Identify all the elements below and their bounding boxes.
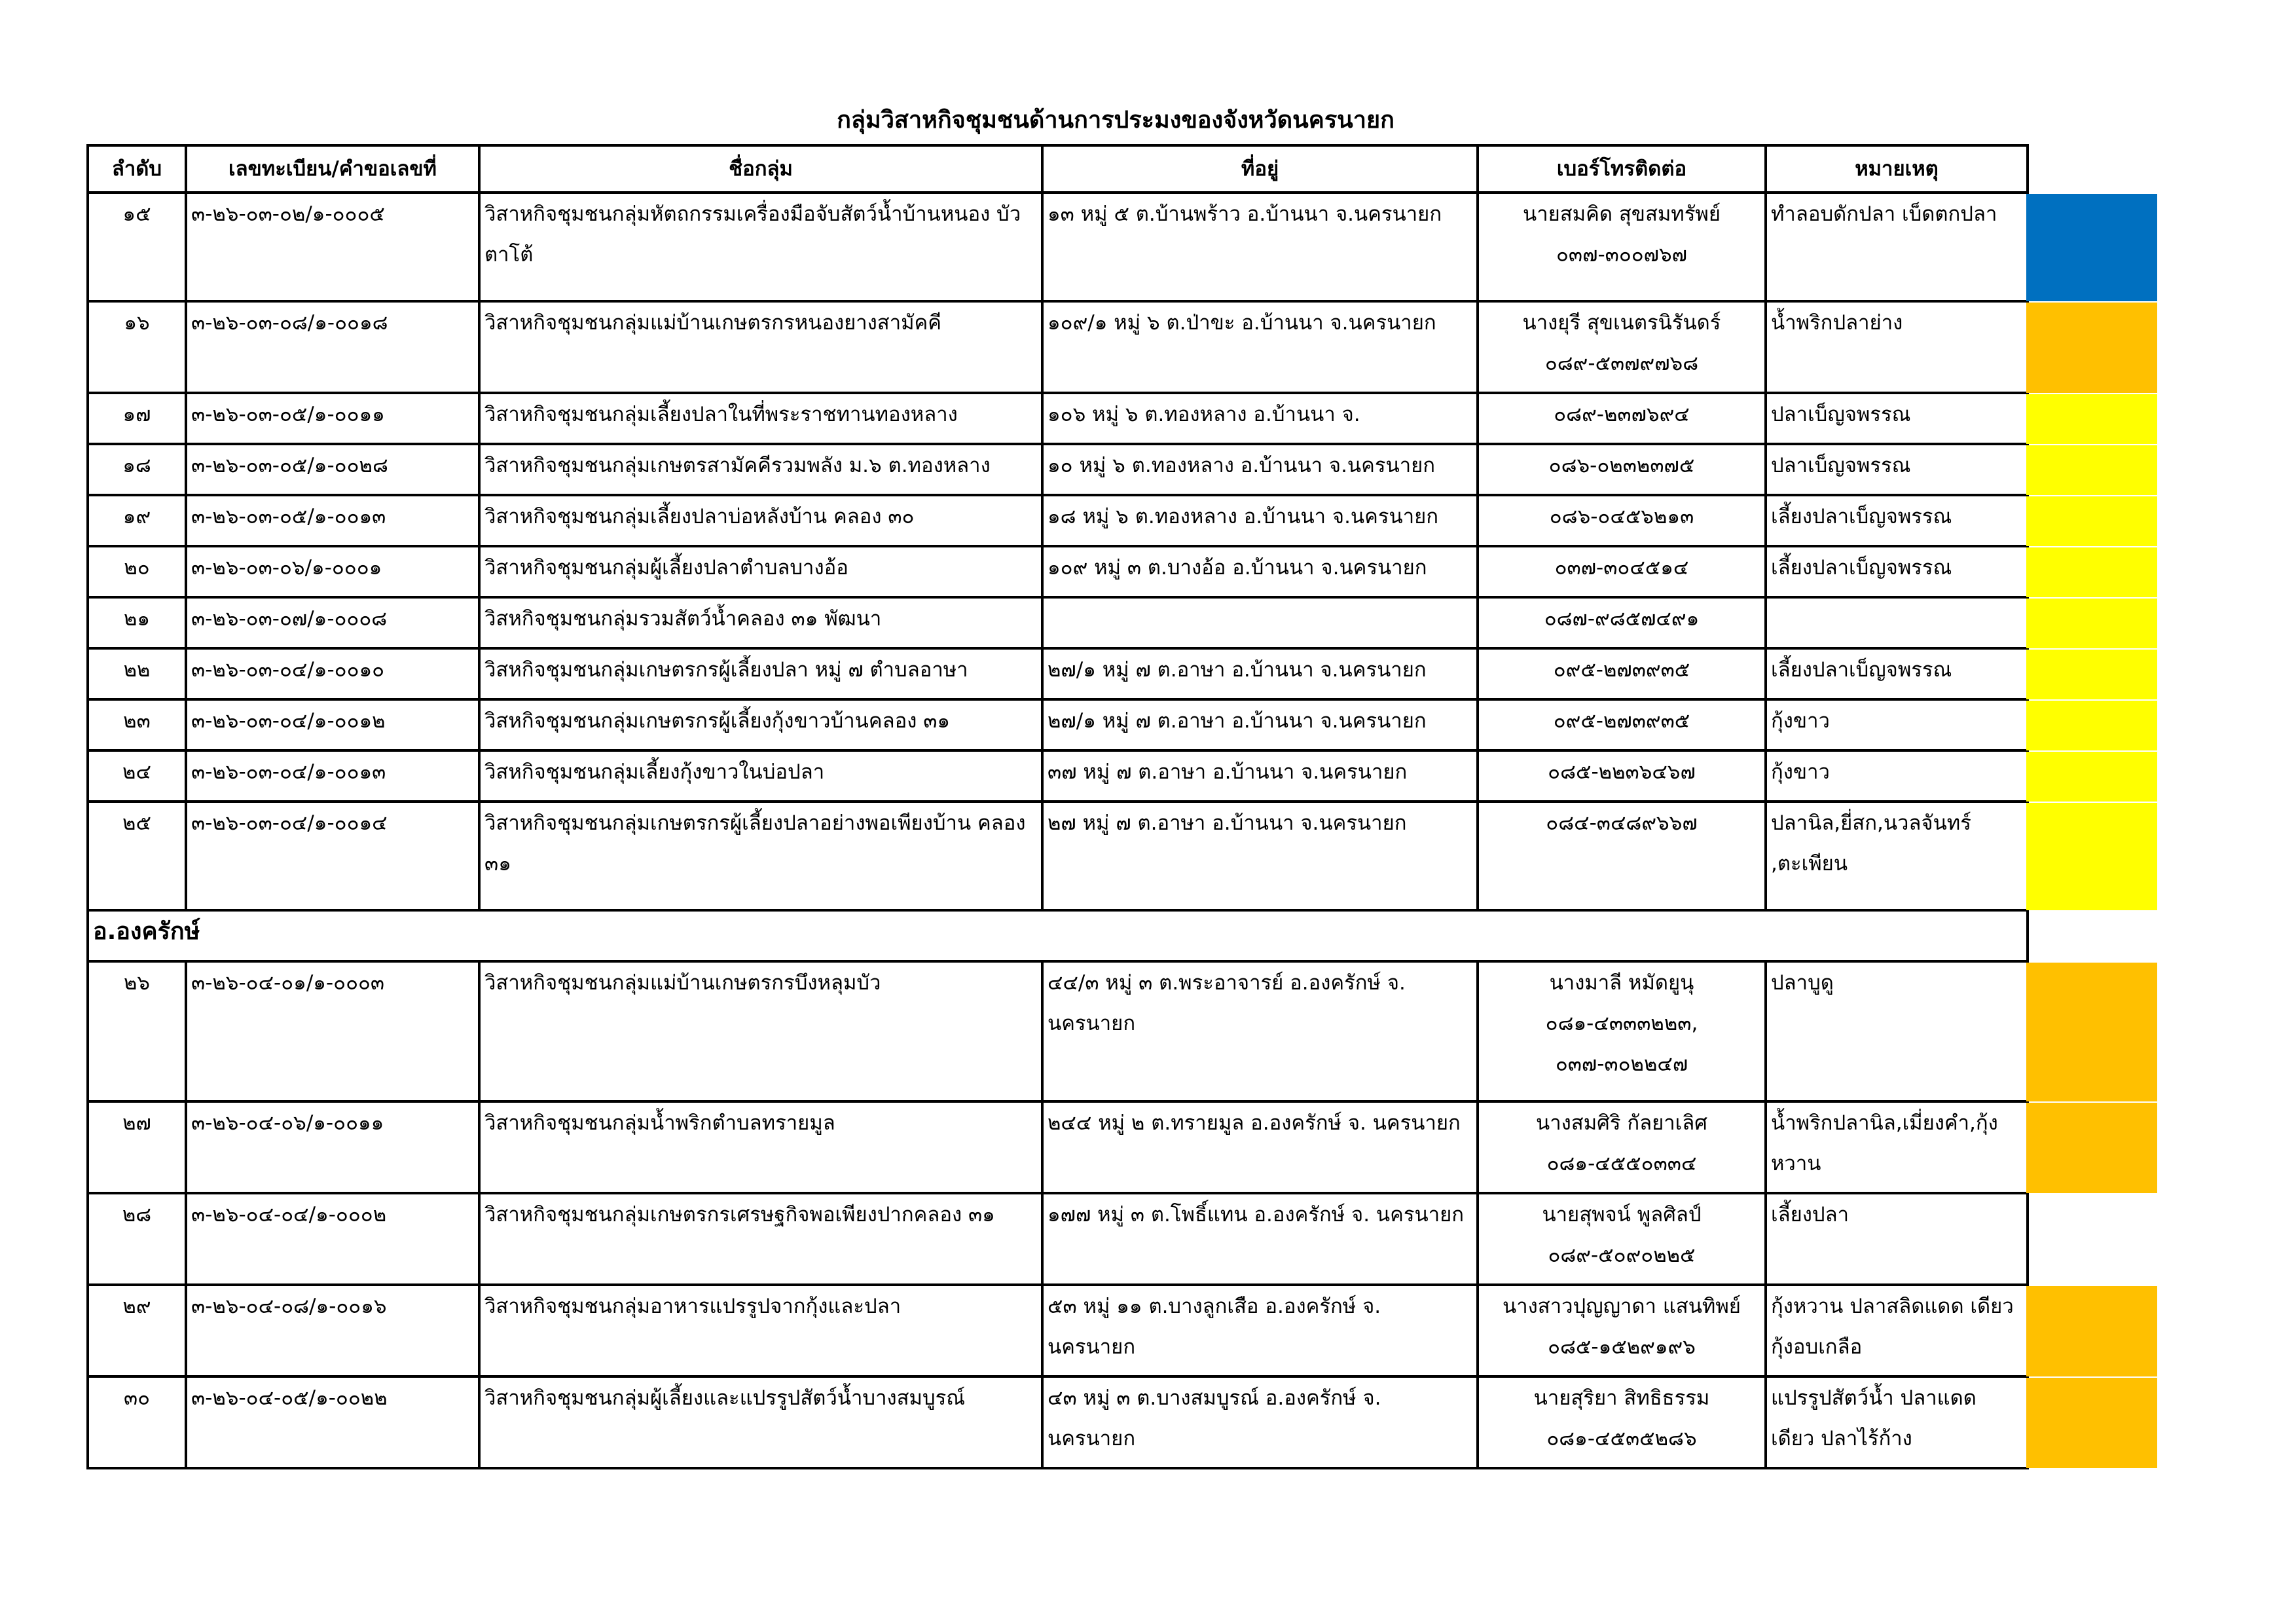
cell-no: ๑๙ bbox=[88, 495, 186, 546]
cell-note: ปลานิล,ยี่สก,นวลจันทร์ ,ตะเพียน bbox=[1766, 802, 2028, 910]
cell-note: เลี้ยงปลาเบ็ญจพรรณ bbox=[1766, 648, 2028, 699]
cell-address: ๑๓ หมู่ ๕ ต.บ้านพร้าว อ.บ้านนา จ.นครนายก bbox=[1042, 193, 1478, 301]
table-row bbox=[88, 597, 2028, 648]
cell-no: ๒๒ bbox=[88, 648, 186, 699]
cell-address bbox=[1042, 597, 1478, 648]
cell-address: ๒๗/๑ หมู่ ๗ ต.อาษา อ.บ้านนา จ.นครนายก bbox=[1042, 699, 1478, 750]
cell-no: ๒๙ bbox=[88, 1285, 186, 1376]
cell-group-name: วิสาหกิจชุมชนกลุ่มแม่บ้านเกษตรกรหนองยางสามัคคี bbox=[479, 301, 1042, 393]
cell-note: ปลาเบ็ญจพรรณ bbox=[1766, 444, 2028, 495]
cell-address: ๒๔๔ หมู่ ๒ ต.ทรายมูล อ.องครักษ์ จ. นครนายก bbox=[1042, 1101, 1478, 1193]
cell-no: ๒๖ bbox=[88, 961, 186, 1101]
row-color-strip bbox=[2026, 496, 2157, 546]
cell-registration: ๓-๒๖-๐๓-๐๔/๑-๐๐๑๒ bbox=[186, 699, 479, 750]
table-row bbox=[88, 444, 2028, 495]
header-registration: เลขทะเบียน/คำขอเลขที่ bbox=[186, 145, 479, 193]
cell-contact: นางสาวปุญญาดา แสนทิพย์ ๐๘๕-๑๕๒๙๑๙๖ bbox=[1478, 1285, 1766, 1376]
cell-note: เลี้ยงปลา bbox=[1766, 1193, 2028, 1285]
cell-registration: ๓-๒๖-๐๓-๐๘/๑-๐๐๑๘ bbox=[186, 301, 479, 393]
cell-contact: นางสมศิริ กัลยาเลิศ ๐๘๑-๔๕๕๐๓๓๔ bbox=[1478, 1101, 1766, 1193]
cell-registration: ๓-๒๖-๐๓-๐๔/๑-๐๐๑๓ bbox=[186, 750, 479, 802]
cell-registration: ๓-๒๖-๐๓-๐๕/๑-๐๐๑๑ bbox=[186, 393, 479, 444]
cell-registration: ๓-๒๖-๐๓-๐๖/๑-๐๐๐๑ bbox=[186, 546, 479, 597]
cell-no: ๒๐ bbox=[88, 546, 186, 597]
table-row bbox=[88, 193, 2028, 301]
row-color-strip bbox=[2026, 803, 2157, 910]
row-color-strip bbox=[2026, 963, 2157, 1101]
table-row bbox=[88, 648, 2028, 699]
table-row bbox=[88, 1285, 2028, 1376]
section-row bbox=[88, 910, 2028, 961]
cell-address: ๔๓ หมู่ ๓ ต.บางสมบูรณ์ อ.องครักษ์ จ. นครนายก bbox=[1042, 1376, 1478, 1468]
cell-no: ๒๔ bbox=[88, 750, 186, 802]
cell-contact: นางยุรี สุขเนตรนิรันดร์ ๐๘๙-๕๓๗๙๗๖๘ bbox=[1478, 301, 1766, 393]
cell-address: ๔๔/๓ หมู่ ๓ ต.พระอาจารย์ อ.องครักษ์ จ. นครนายก bbox=[1042, 961, 1478, 1101]
cell-address: ๕๓ หมู่ ๑๑ ต.บางลูกเสือ อ.องครักษ์ จ. นครนายก bbox=[1042, 1285, 1478, 1376]
cell-address: ๑๐ หมู่ ๖ ต.ทองหลาง อ.บ้านนา จ.นครนายก bbox=[1042, 444, 1478, 495]
header-address: ที่อยู่ bbox=[1042, 145, 1478, 193]
cell-no: ๒๓ bbox=[88, 699, 186, 750]
cell-registration: ๓-๒๖-๐๓-๐๕/๑-๐๐๒๘ bbox=[186, 444, 479, 495]
cell-group-name: วิสหกิจชุมชนกลุ่มเกษตรกรผู้เลี้ยงกุ้งขาวบ้านคลอง ๓๑ bbox=[479, 699, 1042, 750]
cell-group-name: วิสาหกิจชุมชนกลุ่มผู้เลี้ยงและแปรรูปสัตว์น้ำบางสมบูรณ์ bbox=[479, 1376, 1042, 1468]
table-row bbox=[88, 546, 2028, 597]
cell-group-name: วิสาหกิจชุมชนกลุ่มเลี้ยงปลาในที่พระราชทานทองหลาง bbox=[479, 393, 1042, 444]
cell-group-name: วิสาหกิจชุมชนกลุ่มเลี้ยงปลาบ่อหลังบ้าน คลอง ๓๐ bbox=[479, 495, 1042, 546]
cell-no: ๓๐ bbox=[88, 1376, 186, 1468]
cell-address: ๑๐๖ หมู่ ๖ ต.ทองหลาง อ.บ้านนา จ. bbox=[1042, 393, 1478, 444]
cell-note: ปลาเบ็ญจพรรณ bbox=[1766, 393, 2028, 444]
header-note: หมายเหตุ bbox=[1766, 145, 2028, 193]
cell-no: ๑๕ bbox=[88, 193, 186, 301]
cell-note: ปลาบูดู bbox=[1766, 961, 2028, 1101]
groups-table bbox=[86, 144, 2029, 1469]
header-group-name: ชื่อกลุ่ม bbox=[479, 145, 1042, 193]
cell-registration: ๓-๒๖-๐๓-๐๔/๑-๐๐๑๔ bbox=[186, 802, 479, 910]
cell-registration: ๓-๒๖-๐๓-๐๗/๑-๐๐๐๘ bbox=[186, 597, 479, 648]
cell-group-name: วิสาหกิจชุมชนกลุ่มหัตถกรรมเครื่องมือจับสัตว์น้ำบ้านหนอง บัวตาโต้ bbox=[479, 193, 1042, 301]
header-contact: เบอร์โทรติดต่อ bbox=[1478, 145, 1766, 193]
row-color-strip bbox=[2026, 650, 2157, 699]
cell-note: น้ำพริกปลาย่าง bbox=[1766, 301, 2028, 393]
cell-no: ๒๑ bbox=[88, 597, 186, 648]
table-row bbox=[88, 699, 2028, 750]
cell-contact: ๐๘๙-๒๓๗๖๙๔ bbox=[1478, 393, 1766, 444]
cell-group-name: วิสาหกิจชุมชนกลุ่มแม่บ้านเกษตรกรบึงหลุมบัว bbox=[479, 961, 1042, 1101]
cell-registration: ๓-๒๖-๐๓-๐๕/๑-๐๐๑๓ bbox=[186, 495, 479, 546]
header-no: ลำดับ bbox=[88, 145, 186, 193]
cell-address: ๑๘ หมู่ ๖ ต.ทองหลาง อ.บ้านนา จ.นครนายก bbox=[1042, 495, 1478, 546]
table-row bbox=[88, 495, 2028, 546]
cell-note: แปรรูปสัตว์น้ำ ปลาแดด เดียว ปลาไร้ก้าง bbox=[1766, 1376, 2028, 1468]
cell-registration: ๓-๒๖-๐๓-๐๔/๑-๐๐๑๐ bbox=[186, 648, 479, 699]
row-color-strip bbox=[2026, 194, 2157, 301]
cell-group-name: วิสาหกิจชุมชนกลุ่มเกษตรกรเศรษฐกิจพอเพียงปากคลอง ๓๑ bbox=[479, 1193, 1042, 1285]
row-color-strip bbox=[2026, 1103, 2157, 1193]
cell-contact: ๐๙๕-๒๗๓๙๓๕ bbox=[1478, 648, 1766, 699]
cell-note: เลี้ยงปลาเบ็ญจพรรณ bbox=[1766, 495, 2028, 546]
cell-no: ๒๗ bbox=[88, 1101, 186, 1193]
cell-contact: ๐๘๖-๐๒๓๒๓๗๕ bbox=[1478, 444, 1766, 495]
cell-no: ๑๗ bbox=[88, 393, 186, 444]
row-color-strip bbox=[2026, 303, 2157, 393]
cell-address: ๑๐๙ หมู่ ๓ ต.บางอ้อ อ.บ้านนา จ.นครนายก bbox=[1042, 546, 1478, 597]
table-row bbox=[88, 961, 2028, 1101]
table-header-row bbox=[88, 145, 2028, 193]
cell-contact: นายสมคิด สุขสมทรัพย์ ๐๓๗-๓๐๐๗๖๗ bbox=[1478, 193, 1766, 301]
cell-address: ๑๗๗ หมู่ ๓ ต.โพธิ์แทน อ.องครักษ์ จ. นครนายก bbox=[1042, 1193, 1478, 1285]
cell-no: ๒๘ bbox=[88, 1193, 186, 1285]
cell-registration: ๓-๒๖-๐๔-๐๘/๑-๐๐๑๖ bbox=[186, 1285, 479, 1376]
row-color-strip bbox=[2026, 547, 2157, 597]
cell-group-name: วิสาหกิจชุมชนกลุ่มอาหารแปรรูปจากกุ้งและปลา bbox=[479, 1285, 1042, 1376]
cell-contact: ๐๘๖-๐๔๕๖๒๑๓ bbox=[1478, 495, 1766, 546]
cell-note: น้ำพริกปลานิล,เมี่ยงคำ,กุ้ง หวาน bbox=[1766, 1101, 2028, 1193]
cell-no: ๒๕ bbox=[88, 802, 186, 910]
cell-group-name: วิสาหกิจชุมชนกลุ่มเกษตรกรผู้เลี้ยงปลาอย่างพอเพียงบ้าน คลอง ๓๑ bbox=[479, 802, 1042, 910]
cell-registration: ๓-๒๖-๐๔-๐๑/๑-๐๐๐๓ bbox=[186, 961, 479, 1101]
row-color-strip bbox=[2026, 1286, 2157, 1376]
cell-group-name: วิสหกิจชุมชนกลุ่มรวมสัตว์น้ำคลอง ๓๑ พัฒนา bbox=[479, 597, 1042, 648]
cell-address: ๑๐๙/๑ หมู่ ๖ ต.ป่าขะ อ.บ้านนา จ.นครนายก bbox=[1042, 301, 1478, 393]
page-title: กลุ่มวิสาหกิจชุมชนด้านการประมงของจังหวัดนครนายก bbox=[837, 107, 1394, 134]
cell-group-name: วิสาหกิจชุมชนกลุ่มน้ำพริกตำบลทรายมูล bbox=[479, 1101, 1042, 1193]
cell-contact: ๐๓๗-๓๐๔๕๑๔ bbox=[1478, 546, 1766, 597]
cell-no: ๑๖ bbox=[88, 301, 186, 393]
cell-note: กุ้งขาว bbox=[1766, 750, 2028, 802]
cell-address: ๒๗ หมู่ ๗ ต.อาษา อ.บ้านนา จ.นครนายก bbox=[1042, 802, 1478, 910]
cell-note bbox=[1766, 597, 2028, 648]
table-row bbox=[88, 802, 2028, 910]
cell-contact: นางมาลี หมัดยูนุ ๐๘๑-๔๓๓๓๒๒๓, ๐๓๗-๓๐๒๒๔๗ bbox=[1478, 961, 1766, 1101]
table-row bbox=[88, 1193, 2028, 1285]
cell-group-name: วิสาหกิจชุมชนกลุ่มผู้เลี้ยงปลาตำบลบางอ้อ bbox=[479, 546, 1042, 597]
table-row bbox=[88, 750, 2028, 802]
table-row bbox=[88, 301, 2028, 393]
cell-group-name: วิสหกิจชุมชนกลุ่มเกษตรกรผู้เลี้ยงปลา หมู่ ๗ ตำบลอาษา bbox=[479, 648, 1042, 699]
cell-group-name: วิสาหกิจชุมชนกลุ่มเกษตรสามัคคีรวมพลัง ม.๖ ต.ทองหลาง bbox=[479, 444, 1042, 495]
cell-address: ๓๗ หมู่ ๗ ต.อาษา อ.บ้านนา จ.นครนายก bbox=[1042, 750, 1478, 802]
cell-group-name: วิสหกิจชุมชนกลุ่มเลี้ยงกุ้งขาวในบ่อปลา bbox=[479, 750, 1042, 802]
table-body bbox=[88, 193, 2028, 1468]
cell-registration: ๓-๒๖-๐๔-๐๕/๑-๐๐๒๒ bbox=[186, 1376, 479, 1468]
section-heading: อ.องครักษ์ bbox=[88, 910, 2028, 961]
cell-contact: นายสุริยา สิทธิธรรม ๐๘๑-๔๕๓๕๒๘๖ bbox=[1478, 1376, 1766, 1468]
row-color-strip bbox=[2026, 599, 2157, 648]
row-color-strip bbox=[2026, 394, 2157, 444]
cell-contact: ๐๙๕-๒๗๓๙๓๕ bbox=[1478, 699, 1766, 750]
cell-contact: ๐๘๕-๒๒๓๖๔๖๗ bbox=[1478, 750, 1766, 802]
row-color-strip bbox=[2026, 445, 2157, 495]
cell-no: ๑๘ bbox=[88, 444, 186, 495]
cell-address: ๒๗/๑ หมู่ ๗ ต.อาษา อ.บ้านนา จ.นครนายก bbox=[1042, 648, 1478, 699]
cell-contact: นายสุพจน์ พูลศิลป์ ๐๘๙-๕๐๙๐๒๒๕ bbox=[1478, 1193, 1766, 1285]
cell-note: เลี้ยงปลาเบ็ญจพรรณ bbox=[1766, 546, 2028, 597]
cell-note: ทำลอบดักปลา เบ็ดตกปลา bbox=[1766, 193, 2028, 301]
table-row bbox=[88, 1376, 2028, 1468]
cell-registration: ๓-๒๖-๐๓-๐๒/๑-๐๐๐๕ bbox=[186, 193, 479, 301]
row-color-strip bbox=[2026, 1378, 2157, 1468]
table-row bbox=[88, 1101, 2028, 1193]
cell-note: กุ้งหวาน ปลาสลิดแดด เดียว กุ้งอบเกลือ bbox=[1766, 1285, 2028, 1376]
row-color-strip bbox=[2026, 701, 2157, 750]
cell-registration: ๓-๒๖-๐๔-๐๔/๑-๐๐๐๒ bbox=[186, 1193, 479, 1285]
cell-contact: ๐๘๔-๓๔๘๙๖๖๗ bbox=[1478, 802, 1766, 910]
row-color-strip bbox=[2026, 752, 2157, 802]
cell-registration: ๓-๒๖-๐๔-๐๖/๑-๐๐๑๑ bbox=[186, 1101, 479, 1193]
cell-contact: ๐๘๗-๙๘๕๗๔๙๑ bbox=[1478, 597, 1766, 648]
table-row bbox=[88, 393, 2028, 444]
cell-note: กุ้งขาว bbox=[1766, 699, 2028, 750]
